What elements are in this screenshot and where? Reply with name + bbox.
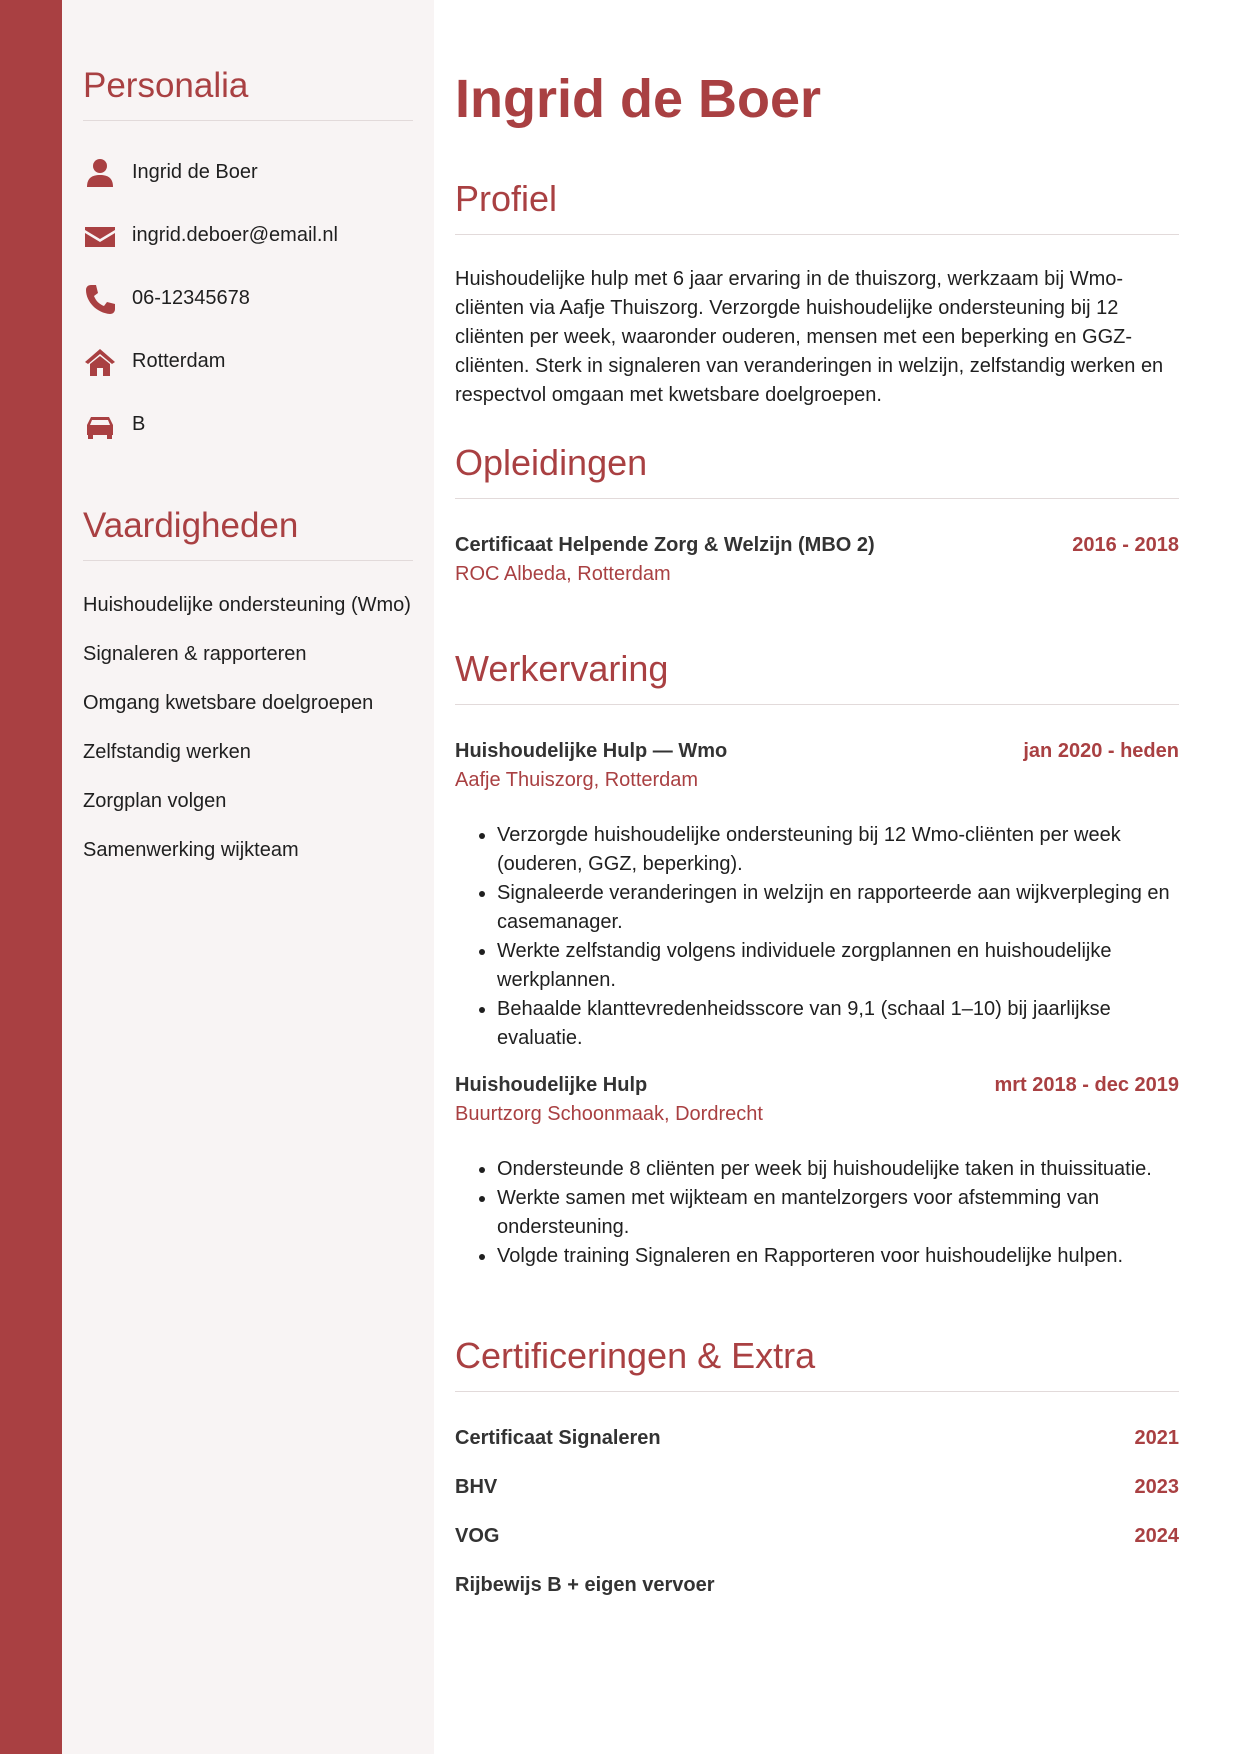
certifications-section bbox=[455, 1335, 1179, 1620]
cert-row bbox=[455, 1424, 1179, 1453]
cert-name: Rijbewijs B + eigen vervoer bbox=[455, 1574, 715, 1596]
experience-entry-header bbox=[455, 1071, 1179, 1100]
certifications-list bbox=[455, 1424, 1179, 1600]
contact-city bbox=[83, 330, 413, 393]
education-institution: ROC Albeda, Rotterdam bbox=[455, 563, 671, 585]
contact-list bbox=[83, 141, 413, 456]
skill-item: Huishoudelijke ondersteuning (Wmo) bbox=[83, 594, 411, 616]
job-bullets bbox=[455, 821, 1179, 1053]
education-title: Certificaat Helpende Zorg & Welzijn (MBO 2) bbox=[455, 534, 875, 556]
job-bullet: • Behaalde klanttevredenheidsscore van 9,1 (schaal 1–10) bij jaarlijkse evaluatie. bbox=[497, 995, 1179, 1053]
contact-name-text: Ingrid de Boer bbox=[132, 161, 258, 183]
job-bullet: • Werkte samen met wijkteam en mantelzorgers voor afstemming van ondersteuning. bbox=[497, 1184, 1179, 1242]
cert-row bbox=[455, 1522, 1179, 1551]
job-title: Huishoudelijke Hulp — Wmo bbox=[455, 740, 728, 762]
experience-heading: Werkervaring bbox=[455, 648, 1179, 705]
job-bullet: • Signaleerde veranderingen in welzijn en rapporteerde aan wijkverpleging en casemanager. bbox=[497, 879, 1179, 937]
job-employer: Buurtzorg Schoonmaak, Dordrecht bbox=[455, 1103, 763, 1125]
job-bullet: • Volgde training Signaleren en Rapporteren voor huishoudelijke hulpen. bbox=[497, 1242, 1179, 1271]
sidebar bbox=[62, 0, 434, 1754]
contact-city-text: Rotterdam bbox=[132, 350, 226, 372]
skill-item: Omgang kwetsbare doelgroepen bbox=[83, 692, 374, 714]
job-bullet: • Ondersteunde 8 cliënten per week bij huishoudelijke taken in thuissituatie. bbox=[497, 1155, 1179, 1184]
cert-name: VOG bbox=[455, 1525, 500, 1547]
contact-email bbox=[83, 204, 413, 267]
job-bullets bbox=[455, 1155, 1179, 1271]
education-entry-header bbox=[455, 531, 1179, 560]
contact-email-text: ingrid.deboer@email.nl bbox=[132, 224, 338, 246]
experience-entry-header bbox=[455, 737, 1179, 766]
profile-section bbox=[455, 178, 1179, 410]
job-title: Huishoudelijke Hulp bbox=[455, 1074, 648, 1096]
cert-row bbox=[455, 1571, 1179, 1600]
cert-year: 2021 bbox=[1134, 1427, 1179, 1449]
cert-row bbox=[455, 1473, 1179, 1502]
accent-stripe bbox=[0, 0, 62, 1754]
job-date: mrt 2018 - dec 2019 bbox=[994, 1074, 1179, 1096]
profile-text: Huishoudelijke hulp met 6 jaar ervaring in de thuiszorg, werkzaam bij Wmo-cliënten via Aafje Thuiszorg. Verzorgde huishoudelijke ondersteuning bij 12 cliënten per week, waaronder ouderen, mensen met een beperking en GGZ-cliënten. Sterk in signaleren van veranderingen in welzijn, zelfstandig werken en respectvol omgaan met kwetsbare doelgroepen. bbox=[455, 268, 1164, 406]
personalia-heading: Personalia bbox=[83, 66, 413, 121]
contact-name bbox=[83, 141, 413, 204]
job-employer: Aafje Thuiszorg, Rotterdam bbox=[455, 769, 699, 791]
phone-icon bbox=[83, 282, 117, 316]
skill-list bbox=[83, 591, 413, 865]
home-icon bbox=[83, 345, 117, 379]
skills-heading: Vaardigheden bbox=[83, 506, 413, 561]
job-bullet: • Werkte zelfstandig volgens individuele zorgplannen en huishoudelijke werkplannen. bbox=[497, 937, 1179, 995]
skill-item: Zelfstandig werken bbox=[83, 741, 251, 763]
skill-item: Zorgplan volgen bbox=[83, 790, 227, 812]
experience-section bbox=[455, 648, 1179, 1271]
job-date: jan 2020 - heden bbox=[1023, 740, 1179, 762]
profile-heading: Profiel bbox=[455, 178, 1179, 235]
sidebar-content bbox=[83, 66, 413, 885]
skill-item: Samenwerking wijkteam bbox=[83, 839, 299, 861]
envelope-icon bbox=[83, 219, 117, 253]
certifications-heading: Certificeringen & Extra bbox=[455, 1335, 1179, 1392]
education-heading: Opleidingen bbox=[455, 442, 1179, 499]
contact-license bbox=[83, 393, 413, 456]
contact-phone bbox=[83, 267, 413, 330]
experience-entry bbox=[455, 1071, 1179, 1271]
job-bullet: • Verzorgde huishoudelijke ondersteuning bij 12 Wmo-cliënten per week (ouderen, GGZ, beperking). bbox=[497, 821, 1179, 879]
cert-name: BHV bbox=[455, 1476, 498, 1498]
car-icon bbox=[83, 408, 117, 442]
cert-year: 2023 bbox=[1134, 1476, 1179, 1498]
cert-name: Certificaat Signaleren bbox=[455, 1427, 661, 1449]
education-date: 2016 - 2018 bbox=[1072, 534, 1179, 556]
experience-entry bbox=[455, 737, 1179, 1053]
user-icon bbox=[83, 156, 117, 190]
education-section bbox=[455, 442, 1179, 589]
candidate-name: Ingrid de Boer bbox=[455, 69, 822, 129]
cert-year: 2024 bbox=[1134, 1525, 1179, 1547]
skill-item: Signaleren & rapporteren bbox=[83, 643, 307, 665]
contact-license-text: B bbox=[132, 413, 146, 435]
contact-phone-text: 06-12345678 bbox=[132, 287, 250, 309]
